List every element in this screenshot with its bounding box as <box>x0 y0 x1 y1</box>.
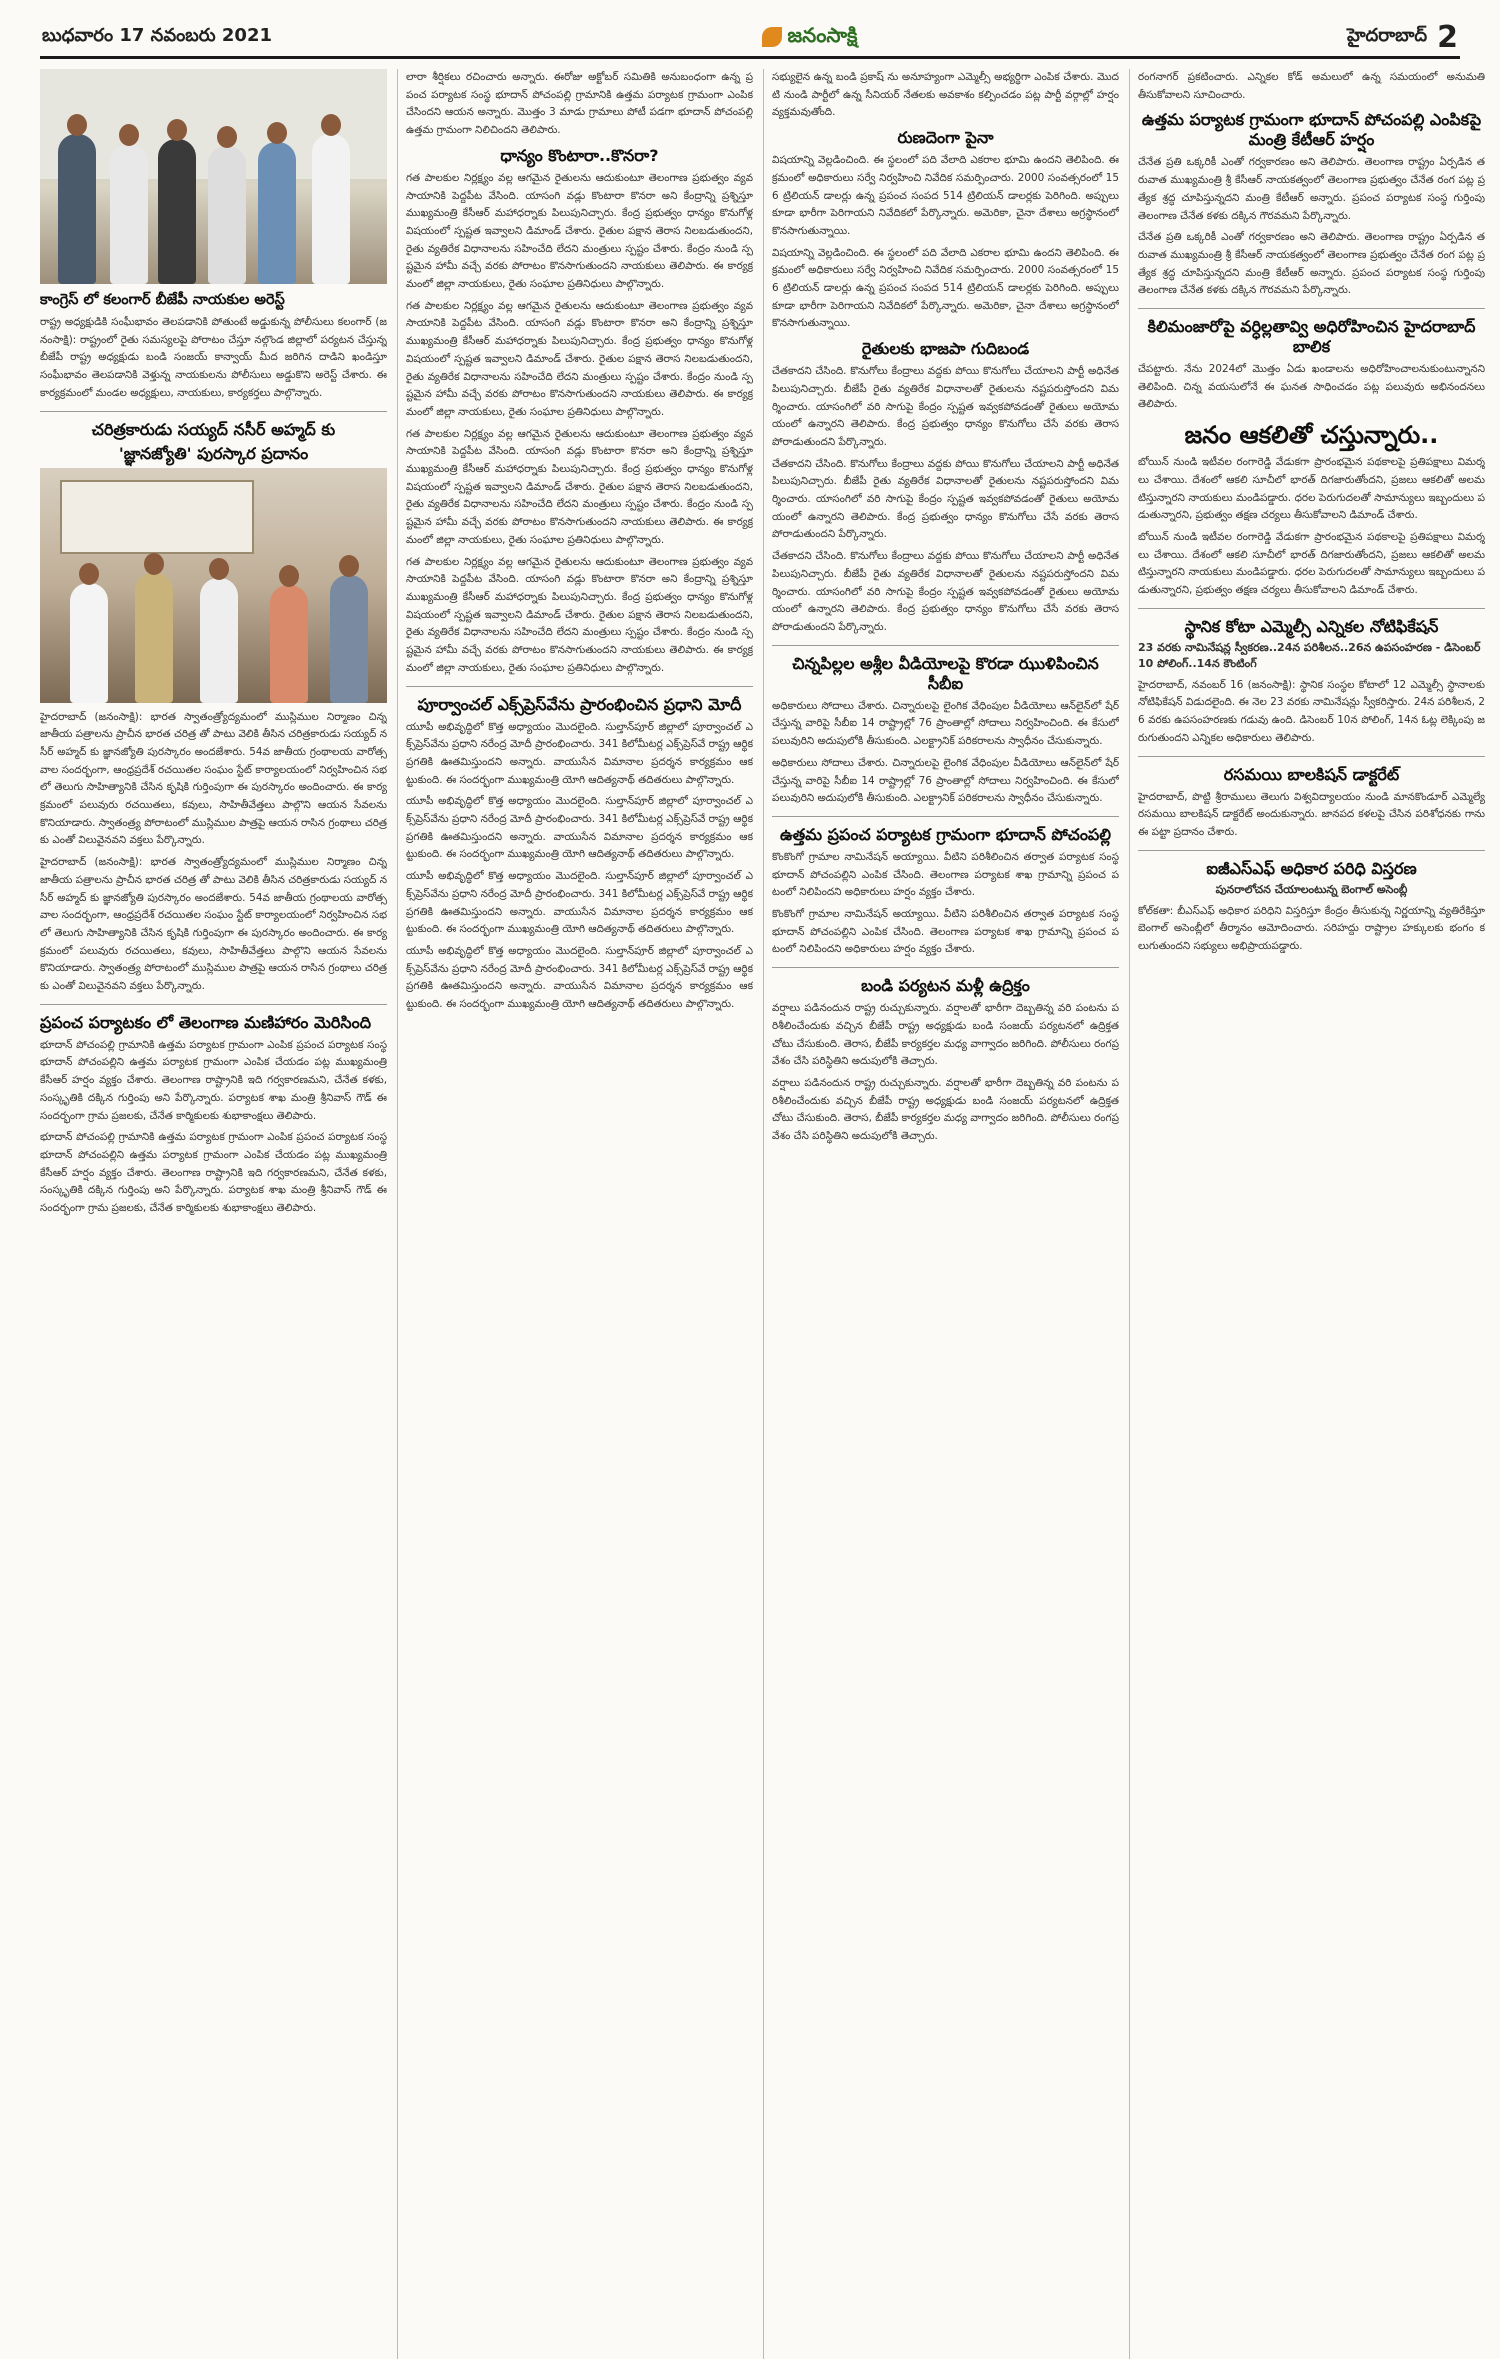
story-headline: చిన్నపిల్లల అశ్లీల వీడియోలపై కొరడా ఝుళిపించిన సీబీఐ <box>792 653 1099 693</box>
story-body: యూపీ అభివృద్ధిలో కొత్త అధ్యాయం మొదలైంది. సుల్తాన్‌పూర్ జిల్లాలో పూర్వాంచల్ ఎక్స్‌ప్రెస్‌వేను ప్రధాని నరేంద్ర మోదీ ప్రారంభించారు. 341 కిలోమీటర్ల ఎక్స్‌ప్రెస్‌వే రాష్ట్ర ఆర్థిక ప్రగతికి ఊతమిస్తుందని అన్నారు. వాయుసేన విమానాల ప్రదర్శన కార్యక్రమం ఆకట్టుకుంది. ఈ సందర్భంగా ముఖ్యమంత్రి యోగి ఆదిత్యనాథ్ తదితరులు పాల్గొన్నారు. <box>406 720 753 786</box>
masthead <box>40 18 1460 59</box>
story-headline: జనం ఆకలితో చస్తున్నారు.. <box>1184 421 1439 450</box>
story-headline: కిలిమంజారోపై వర్ధిల్లతావ్వి అధిరోహించిన హైదరాబాద్ బాలిక <box>1147 317 1476 357</box>
story-headline: కాంగ్రెస్ లో కలంగార్ బీజేపీ నాయకుల అరెస్ట్ <box>40 292 285 308</box>
story-headline: స్థానిక కోటా ఎమ్మెల్సీ ఎన్నికల నోటిఫికేషన్ <box>1184 616 1439 636</box>
story-headline-line2: 'జ్ఞానజ్యోతి' పురస్కార ప్రదానం <box>118 443 309 463</box>
story-body-continued: అధికారులు సోదాలు చేశారు. చిన్నారులపై లైంగిక వేధింపుల వీడియోలు ఆన్‌లైన్‌లో షేర్ చేస్తున్న వారిపై సీబీఐ 14 రాష్ట్రాల్లో 76 ప్రాంతాల్లో సోదాలు నిర్వహించింది. ఈ కేసులో పలువురిని అదుపులోకి తీసుకుంది. ఎలక్ట్రానిక్ పరికరాలను స్వాధీనం చేసుకున్నారు. <box>772 756 1119 805</box>
story-headline: ఐజీఎస్‌ఎఫ్ అధికార పరిధి విస్తరణ <box>1206 858 1417 878</box>
column-1 <box>40 69 387 2359</box>
story-body: కోల్‌కతా: బీఎస్‌ఎఫ్ అధికార పరిధిని విస్తరిస్తూ కేంద్రం తీసుకున్న నిర్ణయాన్ని వ్యతిరేకిస్తూ బెంగాల్ అసెంబ్లీలో తీర్మానం ఆమోదించారు. సరిహద్దు రాష్ట్రాల హక్కులకు భంగం కలుగుతుందని సభ్యులు అభిప్రాయపడ్డారు. <box>1138 904 1485 953</box>
story-body: విషయాన్ని వెల్లడించింది. ఈ స్థలంలో పది వేలాది ఎకరాల భూమి ఉందని తెలిపింది. ఈ క్రమంలో అధికారులు సర్వే నిర్వహించి నివేదిక సమర్పించారు. 2000 సంవత్సరంలో 156 ట్రిలియన్ డాలర్లు ఉన్న ప్రపంచ సంపద 514 ట్రిలియన్ డాలర్లకు పెరిగింది. అప్పులు కూడా భారీగా పెరిగాయని నివేదికలో పేర్కొన్నారు. అమెరికా, చైనా దేశాలు అగ్రస్థానంలో కొనసాగుతున్నాయి. <box>772 154 1119 237</box>
story-body-continued: యూపీ అభివృద్ధిలో కొత్త అధ్యాయం మొదలైంది. సుల్తాన్‌పూర్ జిల్లాలో పూర్వాంచల్ ఎక్స్‌ప్రెస్‌వేను ప్రధాని నరేంద్ర మోదీ ప్రారంభించారు. 341 కిలోమీటర్ల ఎక్స్‌ప్రెస్‌వే రాష్ట్ర ఆర్థిక ప్రగతికి ఊతమిస్తుందని అన్నారు. వాయుసేన విమానాల ప్రదర్శన కార్యక్రమం ఆకట్టుకుంది. ఈ సందర్భంగా ముఖ్యమంత్రి యోగి ఆదిత్యనాథ్ తదితరులు పాల్గొన్నారు. <box>406 944 753 1011</box>
story-body-continued: బోయిన్ నుండి ఇటీవల రంగారెడ్డి వేడుకగా ప్రారంభమైన పథకాలపై ప్రతిపక్షాలు విమర్శలు చేశాయి. దేశంలో ఆకలి సూచీలో భారత్ దిగజారుతోందని, ప్రజలు ఆకలితో అలమటిస్తున్నారని నాయకులు మండిపడ్డారు. ధరల పెరుగుదలతో సామాన్యులు ఇబ్బందులు పడుతున్నారని, ప్రభుత్వం తక్షణ చర్యలు తీసుకోవాలని డిమాండ్ చేశారు. <box>1138 530 1485 597</box>
story-body-continued: చేనేత ప్రతి ఒక్కరికీ ఎంతో గర్వకారణం అని తెలిపారు. తెలంగాణ రాష్ట్రం ఏర్పడిన తరువాత ముఖ్యమంత్రి శ్రీ కేసీఆర్ నాయకత్వంలో తెలంగాణ ప్రభుత్వం చేనేత రంగ పట్ల ప్రత్యేక శ్రద్ధ చూపిస్తున్నదని మంత్రి కేటీఆర్ అన్నారు. ప్రపంచ పర్యాటక సంస్థ గుర్తింపు తెలంగాణ చేనేత కళకు దక్కిన గౌరవమని పేర్కొన్నారు. <box>1138 231 1485 297</box>
story-body-continued: విషయాన్ని వెల్లడించింది. ఈ స్థలంలో పది వేలాది ఎకరాల భూమి ఉందని తెలిపింది. ఈ క్రమంలో అధికారులు సర్వే నిర్వహించి నివేదిక సమర్పించారు. 2000 సంవత్సరంలో 156 ట్రిలియన్ డాలర్లు ఉన్న ప్రపంచ సంపద 514 ట్రిలియన్ డాలర్లకు పెరిగింది. అప్పులు కూడా భారీగా పెరిగాయని నివేదికలో పేర్కొన్నారు. అమెరికా, చైనా దేశాలు అగ్రస్థానంలో కొనసాగుతున్నాయి. <box>772 246 1119 330</box>
story-body: సభ్యులైన ఉన్న బండి ప్రకాష్ ను అనూహ్యంగా ఎమ్మెల్సీ అభ్యర్థిగా ఎంపిక చేశారు. మొదటి నుండి పార్టీలో ఉన్న సీనియర్ నేతలకు అవకాశం కల్పించడం పట్ల పార్టీ వర్గాల్లో హర్షం వ్యక్తమవుతోంది. <box>772 71 1119 119</box>
story-body-continued: గత పాలకుల నిర్లక్ష్యం వల్ల ఆగమైన రైతులను ఆదుకుంటూ తెలంగాణ ప్రభుత్వం వ్యవసాయానికి పెద్దపీట వేసింది. యాసంగి వడ్లు కొంటారా కొనరా అని కేంద్రాన్ని ప్రశ్నిస్తూ ముఖ్యమంత్రి కేసీఆర్ మహాధర్నాకు పిలుపునిచ్చారు. కేంద్ర ప్రభుత్వం ధాన్యం కొనుగోళ్ల విషయంలో స్పష్టత ఇవ్వాలని డిమాండ్ చేశారు. రైతుల పక్షాన తెరాస నిలబడుతుందని, రైతు వ్యతిరేక విధానాలను సహించేది లేదని మంత్రులు స్పష్టం చేశారు. కేంద్రం నుండి స్పష్టమైన హామీ వచ్చే వరకు పోరాటం కొనసాగుతుందని నాయకులు తెలిపారు. ఈ కార్యక్రమంలో జిల్లా నాయకులు, రైతు సంఘాల ప్రతినిధులు పాల్గొన్నారు. <box>406 299 753 418</box>
arrest-photo <box>40 69 387 284</box>
story-body: హైదరాబాద్, పొట్టి శ్రీరాములు తెలుగు విశ్వవిద్యాలయం నుండి మానకొండూర్ ఎమ్మెల్యే రసమయి బాలకిషన్ డాక్టరేట్ అందుకున్నారు. జానపద కళలపై చేసిన పరిశోధనకు గాను ఈ పట్టా ప్రదానం చేశారు. <box>1138 790 1485 838</box>
paper-logo <box>762 23 858 52</box>
story-headline: ధాన్యం కొంటారా..కొనరా? <box>500 145 659 165</box>
story-body: లారా శీర్షికలు రచించారు అన్నారు. ఈరోజు అక్టోబర్ సమితికి అనుబంధంగా ఉన్న ప్రపంచ పర్యాటక సంస్థ భూదాన్ పోచంపల్లి గ్రామానికి ఉత్తమ పర్యాటక గ్రామంగా ఎంపిక చేసిందని ఆయన అన్నారు. మొత్తం 3 మాడు గ్రామాలు పోటీ పడగా భూదాన్ పోచంపల్లి ఉత్తమ గ్రామంగా నిలిచిందని తెలిపారు. <box>406 71 753 137</box>
story-body-continued: గత పాలకుల నిర్లక్ష్యం వల్ల ఆగమైన రైతులను ఆదుకుంటూ తెలంగాణ ప్రభుత్వం వ్యవసాయానికి పెద్దపీట వేసింది. యాసంగి వడ్లు కొంటారా కొనరా అని కేంద్రాన్ని ప్రశ్నిస్తూ ముఖ్యమంత్రి కేసీఆర్ మహాధర్నాకు పిలుపునిచ్చారు. కేంద్ర ప్రభుత్వం ధాన్యం కొనుగోళ్ల విషయంలో స్పష్టత ఇవ్వాలని డిమాండ్ చేశారు. రైతుల పక్షాన తెరాస నిలబడుతుందని, రైతు వ్యతిరేక విధానాలను సహించేది లేదని మంత్రులు స్పష్టం చేశారు. కేంద్రం నుండి స్పష్టమైన హామీ వచ్చే వరకు పోరాటం కొనసాగుతుందని నాయకులు తెలిపారు. ఈ కార్యక్రమంలో జిల్లా నాయకులు, రైతు సంఘాల ప్రతినిధులు పాల్గొన్నారు. <box>406 427 753 546</box>
story-headline: చరిత్రకారుడు సయ్యద్ నసీర్ అహ్మద్ కు <box>91 419 336 439</box>
story-body-continued: యూపీ అభివృద్ధిలో కొత్త అధ్యాయం మొదలైంది. సుల్తాన్‌పూర్ జిల్లాలో పూర్వాంచల్ ఎక్స్‌ప్రెస్‌వేను ప్రధాని నరేంద్ర మోదీ ప్రారంభించారు. 341 కిలోమీటర్ల ఎక్స్‌ప్రెస్‌వే రాష్ట్ర ఆర్థిక ప్రగతికి ఊతమిస్తుందని అన్నారు. వాయుసేన విమానాల ప్రదర్శన కార్యక్రమం ఆకట్టుకుంది. ఈ సందర్భంగా ముఖ్యమంత్రి యోగి ఆదిత్యనాథ్ తదితరులు పాల్గొన్నారు. <box>406 795 753 861</box>
story-headline: రుణదెంగా పైనా <box>897 128 994 148</box>
column-2 <box>397 69 753 2359</box>
page-number: 2 <box>1437 19 1458 55</box>
story-body: చేనేత ప్రతి ఒక్కరికీ ఎంతో గర్వకారణం అని తెలిపారు. తెలంగాణ రాష్ట్రం ఏర్పడిన తరువాత ముఖ్యమంత్రి శ్రీ కేసీఆర్ నాయకత్వంలో తెలంగాణ ప్రభుత్వం చేనేత రంగ పట్ల ప్రత్యేక శ్రద్ధ చూపిస్తున్నదని మంత్రి కేటీఆర్ అన్నారు. ప్రపంచ పర్యాటక సంస్థ గుర్తింపు తెలంగాణ చేనేత కళకు దక్కిన గౌరవమని పేర్కొన్నారు. <box>1138 156 1485 222</box>
story-headline: పూర్వాంచల్ ఎక్స్‌ప్రెస్‌వేను ప్రారంభించిన ప్రధాని మోదీ <box>417 694 742 714</box>
columns <box>40 69 1485 2359</box>
edition-info <box>1347 20 1458 55</box>
story-body-continued: భూదాన్ పోచంపల్లి గ్రామానికి ఉత్తమ పర్యాటక గ్రామంగా ఎంపిక ప్రపంచ పర్యాటక సంస్థ భూదాన్ పోచంపల్లిని ఉత్తమ పర్యాటక గ్రామంగా ఎంపిక చేయడం పట్ల ముఖ్యమంత్రి కేసీఆర్ హర్షం వ్యక్తం చేశారు. తెలంగాణ రాష్ట్రానికి ఇది గర్వకారణమని, చేనేత కళకు, సంస్కృతికి దక్కిన గుర్తింపు అని పేర్కొన్నారు. పర్యాటక శాఖ మంత్రి శ్రీనివాస్ గౌడ్ ఈ సందర్భంగా గ్రామ ప్రజలకు, చేనేత కార్మికులకు శుభాకాంక్షలు తెలిపారు. <box>40 1131 387 1215</box>
award-photo <box>40 468 387 703</box>
story-body: అధికారులు సోదాలు చేశారు. చిన్నారులపై లైంగిక వేధింపుల వీడియోలు ఆన్‌లైన్‌లో షేర్ చేస్తున్న వారిపై సీబీఐ 14 రాష్ట్రాల్లో 76 ప్రాంతాల్లో సోదాలు నిర్వహించింది. ఈ కేసులో పలువురిని అదుపులోకి తీసుకుంది. ఎలక్ట్రానిక్ పరికరాలను స్వాధీనం చేసుకున్నారు. <box>772 699 1119 748</box>
story-body: బోయిన్ నుండి ఇటీవల రంగారెడ్డి వేడుకగా ప్రారంభమైన పథకాలపై ప్రతిపక్షాలు విమర్శలు చేశాయి. దేశంలో ఆకలి సూచీలో భారత్ దిగజారుతోందని, ప్రజలు ఆకలితో అలమటిస్తున్నారని నాయకులు మండిపడ్డారు. ధరల పెరుగుదలతో సామాన్యులు ఇబ్బందులు పడుతున్నారని, ప్రభుత్వం తక్షణ చర్యలు తీసుకోవాలని డిమాండ్ చేశారు. <box>1138 456 1485 522</box>
story-body: కొంకొంగో గ్రామాల నామినేషన్ అయ్యాయి. వీటిని పరిశీలించిన తర్వాత పర్యాటక సంస్థ భూదాన్ పోచంపల్లిని ఎంపిక చేసింది. తెలంగాణ పర్యాటక శాఖ గ్రామాన్ని ప్రపంచ పటంలో నిలిపిందని అధికారులు హర్షం వ్యక్తం చేశారు. <box>772 850 1119 899</box>
story-body-continued: చేతకాదని చేసింది. కొనుగోలు కేంద్రాలు వద్దకు పోయి కొనుగోలు చేయాలని పార్టీ అధినేత పిలుపునిచ్చారు. బీజేపీ రైతు వ్యతిరేక విధానాలతో రైతులను నష్టపరుస్తోందని విమర్శించారు. యాసంగిలో వరి సాగుపై కేంద్రం స్పష్టత ఇవ్వకపోవడంతో రైతులు అయోమయంలో ఉన్నారని తెలిపారు. కేంద్ర ప్రభుత్వం ధాన్యం కొనుగోలు చేసే వరకు తెరాస పోరాడుతుందని పేర్కొన్నారు. <box>772 550 1119 633</box>
story-headline: రైతులకు భాజపా గుదిబండ <box>861 339 1030 359</box>
story-body-continued: గత పాలకుల నిర్లక్ష్యం వల్ల ఆగమైన రైతులను ఆదుకుంటూ తెలంగాణ ప్రభుత్వం వ్యవసాయానికి పెద్దపీట వేసింది. యాసంగి వడ్లు కొంటారా కొనరా అని కేంద్రాన్ని ప్రశ్నిస్తూ ముఖ్యమంత్రి కేసీఆర్ మహాధర్నాకు పిలుపునిచ్చారు. కేంద్ర ప్రభుత్వం ధాన్యం కొనుగోళ్ల విషయంలో స్పష్టత ఇవ్వాలని డిమాండ్ చేశారు. రైతుల పక్షాన తెరాస నిలబడుతుందని, రైతు వ్యతిరేక విధానాలను సహించేది లేదని మంత్రులు స్పష్టం చేశారు. కేంద్రం నుండి స్పష్టమైన హామీ వచ్చే వరకు పోరాటం కొనసాగుతుందని నాయకులు తెలిపారు. ఈ కార్యక్రమంలో జిల్లా నాయకులు, రైతు సంఘాల ప్రతినిధులు పాల్గొన్నారు. <box>406 555 753 674</box>
story-body: వర్షాలు పడినందున రాష్ట్ర రుచ్చుకున్నారు. వర్షాలతో భారీగా దెబ్బతిన్న వరి పంటను పరిశీలించేందుకు వచ్చిన బీజేపీ రాష్ట్ర అధ్యక్షుడు బండి సంజయ్ పర్యటనలో ఉద్రిక్తత చోటు చేసుకుంది. తెరాస, బీజేపీ కార్యకర్తల మధ్య వాగ్వాదం జరిగింది. పోలీసులు రంగప్రవేశం చేసి పరిస్థితిని అదుపులోకి తెచ్చారు. <box>772 1002 1119 1068</box>
story-body-continued: వర్షాలు పడినందున రాష్ట్ర రుచ్చుకున్నారు. వర్షాలతో భారీగా దెబ్బతిన్న వరి పంటను పరిశీలించేందుకు వచ్చిన బీజేపీ రాష్ట్ర అధ్యక్షుడు బండి సంజయ్ పర్యటనలో ఉద్రిక్తత చోటు చేసుకుంది. తెరాస, బీజేపీ కార్యకర్తల మధ్య వాగ్వాదం జరిగింది. పోలీసులు రంగప్రవేశం చేసి పరిస్థితిని అదుపులోకి తెచ్చారు. <box>772 1076 1119 1143</box>
story-headline: ఉత్తమ పర్యాటక గ్రామంగా భూదాన్ పోచంపల్లి ఎంపికపై మంత్రి కేటీఆర్ హర్షం <box>1141 110 1482 150</box>
story-body: హైదరాబాద్ (జనంసాక్షి): భారత స్వాతంత్ర్యోద్యమంలో ముస్లిముల నిర్మాణం చిన్న జాతీయ పత్రాలను ప్రాచీన భారత చరిత్ర తో పాటు వెలికి తీసిన చరిత్రకారుడు సయ్యద్ నసీర్ అహ్మద్ కు జ్ఞానజ్యోతి పురస్కారం అందజేశారు. 54వ జాతీయ గ్రంథాలయ వారోత్సవాల సందర్భంగా, ఆంధ్రప్రదేశ్ రచయితల సంఘం స్టేట్ కార్యాలయంలో నిర్వహించిన సభలో తెలుగు సాహిత్యానికి చేసిన కృషికి గుర్తింపుగా ఈ పురస్కారం అందించారు. ఈ కార్యక్రమంలో పలువురు రచయితలు, కవులు, సాహితీవేత్తలు పాల్గొని ఆయన సేవలను కొనియాడారు. స్వాతంత్ర్య పోరాటంలో ముస్లిముల పాత్రపై ఆయన రాసిన గ్రంథాలు చరిత్రకు ఎంతో విలువైనవని వక్తలు పేర్కొన్నారు. <box>40 710 387 847</box>
edition-city: హైదరాబాద్ <box>1346 24 1428 46</box>
story-body: చేపట్టారు. నేను 2024లో మొత్తం ఏడు ఖండాలను అధిరోహించాలనుకుంటున్నానని తెలిపింది. చిన్న వయసులోనే ఈ ఘనత సాధించడం పట్ల పలువురు అభినందనలు తెలిపారు. <box>1138 363 1485 411</box>
story-body: రాష్ట్ర అధ్యక్షుడికి సంఘీభావం తెలపడానికి పోతుంటే అడ్డుకున్న పోలీసులు కలంగార్ (జనంసాక్షి): రాష్ట్రంలో రైతు సమస్యలపై పోరాటం చేస్తూ నల్గొండ జిల్లాలో పర్యటన చేస్తున్న బీజేపీ రాష్ట్ర అధ్యక్షుడు బండి సంజయ్ కాన్వాయ్ మీద జరిగిన దాడిని ఖండిస్తూ సంఘీభావం తెలపడానికి వెళ్తున్న నాయకులను పోలీసులు అడ్డుకొని అరెస్ట్ చేశారు. ఈ కార్యక్రమంలో మండల అధ్యక్షులు, నాయకులు, కార్యకర్తలు పాల్గొన్నారు. <box>40 316 387 399</box>
story-body: రంగనాగర్ ప్రకటించారు. ఎన్నికల కోడ్ అమలులో ఉన్న సమయంలో అనుమతి తీసుకోవాలని సూచించారు. <box>1138 71 1485 101</box>
story-headline: ప్రపంచ పర్యాటకం లో తెలంగాణ మణిహారం మెరిసింది <box>40 1012 372 1032</box>
story-body: భూదాన్ పోచంపల్లి గ్రామానికి ఉత్తమ పర్యాటక గ్రామంగా ఎంపిక ప్రపంచ పర్యాటక సంస్థ భూదాన్ పోచంపల్లిని ఉత్తమ పర్యాటక గ్రామంగా ఎంపిక చేయడం పట్ల ముఖ్యమంత్రి కేసీఆర్ హర్షం వ్యక్తం చేశారు. తెలంగాణ రాష్ట్రానికి ఇది గర్వకారణమని, చేనేత కళకు, సంస్కృతికి దక్కిన గుర్తింపు అని పేర్కొన్నారు. పర్యాటక శాఖ మంత్రి శ్రీనివాస్ గౌడ్ ఈ సందర్భంగా గ్రామ ప్రజలకు, చేనేత కార్మికులకు శుభాకాంక్షలు తెలిపారు. <box>40 1038 387 1122</box>
story-kicker: పునరాలోచన చేయాలంటున్న బెంగాల్ అసెంబ్లీ <box>1215 882 1408 896</box>
story-body: గత పాలకుల నిర్లక్ష్యం వల్ల ఆగమైన రైతులను ఆదుకుంటూ తెలంగాణ ప్రభుత్వం వ్యవసాయానికి పెద్దపీట వేసింది. యాసంగి వడ్లు కొంటారా కొనరా అని కేంద్రాన్ని ప్రశ్నిస్తూ ముఖ్యమంత్రి కేసీఆర్ మహాధర్నాకు పిలుపునిచ్చారు. కేంద్ర ప్రభుత్వం ధాన్యం కొనుగోళ్ల విషయంలో స్పష్టత ఇవ్వాలని డిమాండ్ చేశారు. రైతుల పక్షాన తెరాస నిలబడుతుందని, రైతు వ్యతిరేక విధానాలను సహించేది లేదని మంత్రులు స్పష్టం చేశారు. కేంద్రం నుండి స్పష్టమైన హామీ వచ్చే వరకు పోరాటం కొనసాగుతుందని నాయకులు తెలిపారు. ఈ కార్యక్రమంలో జిల్లా నాయకులు, రైతు సంఘాల ప్రతినిధులు పాల్గొన్నారు. <box>406 171 753 291</box>
story-body: చేతకాదని చేసింది. కొనుగోలు కేంద్రాలు వద్దకు పోయి కొనుగోలు చేయాలని పార్టీ అధినేత పిలుపునిచ్చారు. బీజేపీ రైతు వ్యతిరేక విధానాలతో రైతులను నష్టపరుస్తోందని విమర్శించారు. యాసంగిలో వరి సాగుపై కేంద్రం స్పష్టత ఇవ్వకపోవడంతో రైతులు అయోమయంలో ఉన్నారని తెలిపారు. కేంద్ర ప్రభుత్వం ధాన్యం కొనుగోలు చేసే వరకు తెరాస పోరాడుతుందని పేర్కొన్నారు. <box>772 365 1119 448</box>
story-body: హైదరాబాద్, నవంబర్ 16 (జనంసాక్షి): స్థానిక సంస్థల కోటాలో 12 ఎమ్మెల్సీ స్థానాలకు నోటిఫికేషన్ విడుదలైంది. ఈ నెల 23 వరకు నామినేషన్లు స్వీకరిస్తారు. 24న పరిశీలన, 26 వరకు ఉపసంహరణకు గడువు ఉంది. డిసెంబర్ 10న పోలింగ్, 14న ఓట్ల లెక్కింపు జరుగుతుందని ఎన్నికల అధికారులు తెలిపారు. <box>1138 678 1485 744</box>
story-kicker: 23 వరకు నామినేషన్ల స్వీకరణ..24న పరిశీలన..26న ఉపసంహరణ - డిసెంబర్ 10 పోలింగ్..14న కౌంటింగ్ <box>1138 640 1481 670</box>
column-3 <box>763 69 1119 2359</box>
story-body-continued: చేతకాదని చేసింది. కొనుగోలు కేంద్రాలు వద్దకు పోయి కొనుగోలు చేయాలని పార్టీ అధినేత పిలుపునిచ్చారు. బీజేపీ రైతు వ్యతిరేక విధానాలతో రైతులను నష్టపరుస్తోందని విమర్శించారు. యాసంగిలో వరి సాగుపై కేంద్రం స్పష్టత ఇవ్వకపోవడంతో రైతులు అయోమయంలో ఉన్నారని తెలిపారు. కేంద్ర ప్రభుత్వం ధాన్యం కొనుగోలు చేసే వరకు తెరాస పోరాడుతుందని పేర్కొన్నారు. <box>772 457 1119 541</box>
story-headline: ఉత్తమ ప్రపంచ పర్యాటక గ్రామంగా భూదాన్ పోచంపల్లి <box>779 824 1112 844</box>
story-headline: బండి పర్యటన మళ్లీ ఉద్రిక్తం <box>861 976 1030 996</box>
story-body-continued: కొంకొంగో గ్రామాల నామినేషన్ అయ్యాయి. వీటిని పరిశీలించిన తర్వాత పర్యాటక సంస్థ భూదాన్ పోచంపల్లిని ఎంపిక చేసింది. తెలంగాణ పర్యాటక శాఖ గ్రామాన్ని ప్రపంచ పటంలో నిలిపిందని అధికారులు హర్షం వ్యక్తం చేశారు. <box>772 908 1119 956</box>
story-headline: రసమయి బాలకిషన్ డాక్టరేట్ <box>1223 764 1400 784</box>
story-body-continued: యూపీ అభివృద్ధిలో కొత్త అధ్యాయం మొదలైంది. సుల్తాన్‌పూర్ జిల్లాలో పూర్వాంచల్ ఎక్స్‌ప్రెస్‌వేను ప్రధాని నరేంద్ర మోదీ ప్రారంభించారు. 341 కిలోమీటర్ల ఎక్స్‌ప్రెస్‌వే రాష్ట్ర ఆర్థిక ప్రగతికి ఊతమిస్తుందని అన్నారు. వాయుసేన విమానాల ప్రదర్శన కార్యక్రమం ఆకట్టుకుంది. ఈ సందర్భంగా ముఖ్యమంత్రి యోగి ఆదిత్యనాథ్ తదితరులు పాల్గొన్నారు. <box>406 870 753 936</box>
column-4 <box>1129 69 1485 2359</box>
leaf-icon <box>762 27 782 47</box>
paper-name: జనంసాక్షి <box>787 22 858 47</box>
issue-date: బుధవారం 17 నవంబరు 2021 <box>42 24 273 46</box>
story-body-continued: హైదరాబాద్ (జనంసాక్షి): భారత స్వాతంత్ర్యోద్యమంలో ముస్లిముల నిర్మాణం చిన్న జాతీయ పత్రాలను ప్రాచీన భారత చరిత్ర తో పాటు వెలికి తీసిన చరిత్రకారుడు సయ్యద్ నసీర్ అహ్మద్ కు జ్ఞానజ్యోతి పురస్కారం అందజేశారు. 54వ జాతీయ గ్రంథాలయ వారోత్సవాల సందర్భంగా, ఆంధ్రప్రదేశ్ రచయితల సంఘం స్టేట్ కార్యాలయంలో నిర్వహించిన సభలో తెలుగు సాహిత్యానికి చేసిన కృషికి గుర్తింపుగా ఈ పురస్కారం అందించారు. ఈ కార్యక్రమంలో పలువురు రచయితలు, కవులు, సాహితీవేత్తలు పాల్గొని ఆయన సేవలను కొనియాడారు. స్వాతంత్ర్య పోరాటంలో ముస్లిముల పాత్రపై ఆయన రాసిన గ్రంథాలు చరిత్రకు ఎంతో విలువైనవని వక్తలు పేర్కొన్నారు. <box>40 856 387 993</box>
